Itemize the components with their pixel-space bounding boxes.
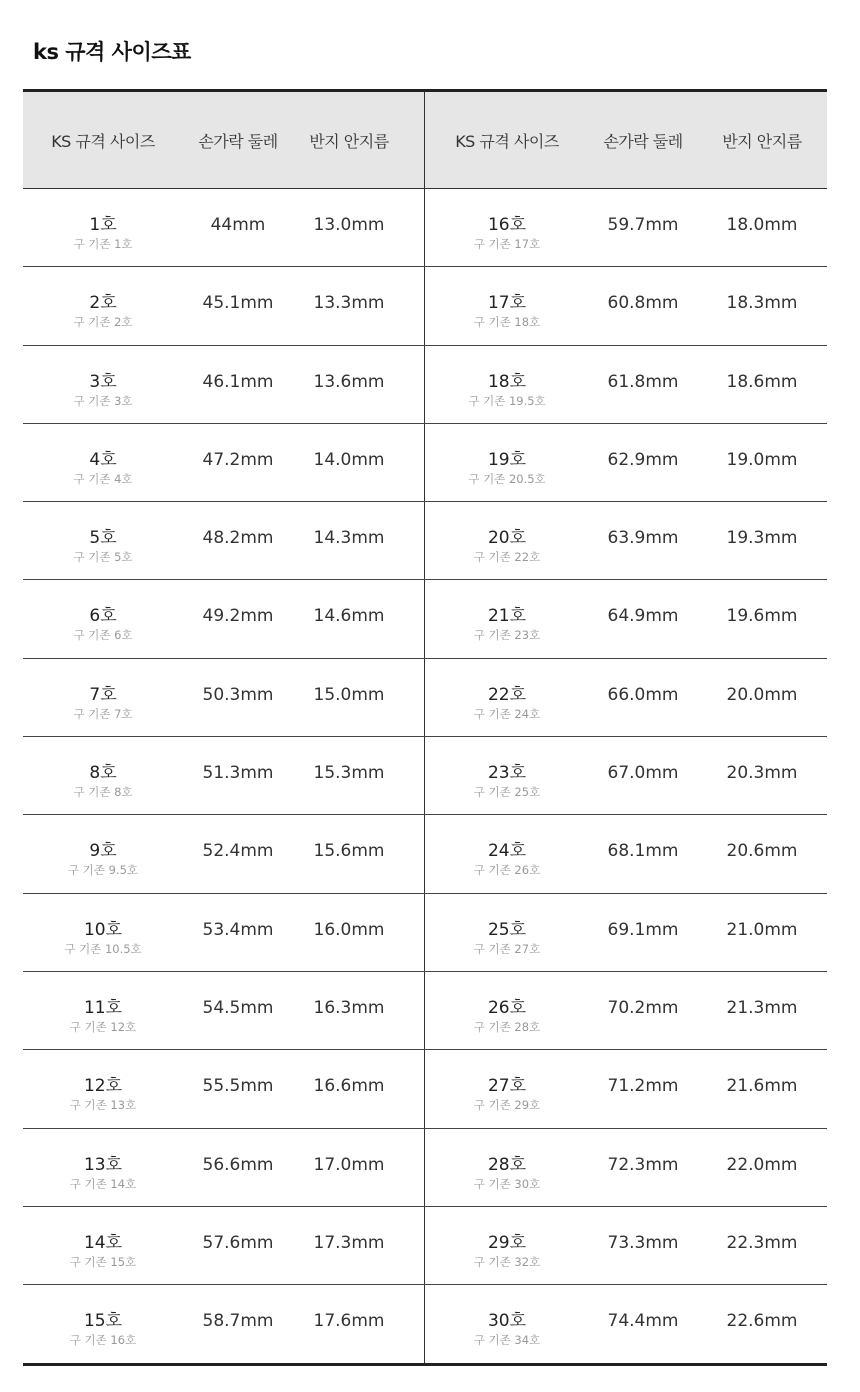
old-size-value: 구 기존 5호 [73, 550, 133, 565]
diameter-cell [293, 894, 405, 971]
diameter-cell [293, 424, 405, 501]
old-size-value: 구 기존 29호 [473, 1098, 541, 1113]
header-ks-size: KS 규격 사이즈 [51, 131, 155, 151]
ks-size-value: 20호 [487, 528, 527, 549]
table-row [23, 1285, 827, 1363]
right-row-group [425, 580, 827, 657]
circumference-cell [183, 346, 293, 423]
old-size-value: 구 기존 27호 [473, 941, 541, 956]
circumference-value: 44mm [210, 215, 266, 235]
size-cell [425, 346, 589, 423]
old-size-value: 구 기존 9.5호 [67, 863, 139, 878]
circumference-cell [183, 659, 293, 736]
table-row [23, 1129, 827, 1207]
right-row-group [425, 1129, 827, 1206]
ks-size-value: 11호 [83, 997, 123, 1018]
table-row [23, 424, 827, 502]
circumference-value: 71.2mm [607, 1076, 679, 1097]
circumference-cell [183, 189, 293, 266]
left-row-group [23, 659, 425, 736]
circumference-value: 47.2mm [202, 449, 274, 470]
table-row [23, 972, 827, 1050]
diameter-value: 22.6mm [726, 1311, 798, 1332]
old-size-value: 구 기존 1호 [73, 237, 133, 251]
ks-size-value: 1호 [89, 215, 117, 235]
table-bottom-rule [23, 1363, 827, 1366]
old-size-value: 구 기존 6호 [73, 628, 133, 643]
diameter-cell [697, 189, 827, 266]
ks-size-value: 14호 [83, 1232, 123, 1253]
right-row-group [425, 502, 827, 579]
diameter-value: 17.6mm [313, 1311, 385, 1332]
circumference-cell [183, 972, 293, 1049]
circumference-cell [589, 580, 697, 657]
size-cell [23, 346, 183, 423]
old-size-value: 구 기존 19.5호 [468, 393, 546, 408]
old-size-value: 구 기존 4호 [73, 471, 133, 486]
circumference-value: 61.8mm [607, 371, 679, 392]
diameter-value: 15.3mm [313, 763, 385, 784]
diameter-value: 16.3mm [313, 997, 385, 1018]
left-row-group [23, 1285, 425, 1363]
circumference-cell [589, 1050, 697, 1127]
size-cell [23, 424, 183, 501]
left-row-group [23, 1207, 425, 1284]
old-size-value: 구 기존 2호 [73, 315, 133, 330]
diameter-cell [697, 659, 827, 736]
right-row-group [425, 737, 827, 814]
old-size-value: 구 기존 10.5호 [64, 941, 142, 956]
ks-size-value: 4호 [89, 449, 117, 470]
table-row [23, 502, 827, 580]
table-body [23, 189, 827, 1363]
size-cell [23, 1285, 183, 1363]
left-row-group [23, 502, 425, 579]
circumference-value: 69.1mm [607, 919, 679, 940]
diameter-cell [293, 1050, 405, 1127]
circumference-cell [183, 267, 293, 344]
right-row-group [425, 267, 827, 344]
diameter-cell [293, 267, 405, 344]
diameter-cell [697, 1129, 827, 1206]
circumference-cell [589, 267, 697, 344]
old-size-value: 구 기존 26호 [473, 863, 541, 878]
left-row-group [23, 1129, 425, 1206]
diameter-cell [293, 580, 405, 657]
diameter-value: 20.0mm [726, 684, 798, 705]
size-cell [425, 1207, 589, 1284]
diameter-cell [697, 502, 827, 579]
size-cell [425, 972, 589, 1049]
circumference-value: 50.3mm [202, 684, 274, 705]
table-row [23, 346, 827, 424]
old-size-value: 구 기존 17호 [473, 237, 541, 251]
old-size-value: 구 기존 25호 [473, 785, 541, 800]
ks-size-value: 12호 [83, 1076, 123, 1097]
diameter-cell [697, 346, 827, 423]
diameter-cell [697, 1050, 827, 1127]
circumference-value: 66.0mm [607, 684, 679, 705]
ks-size-value: 15호 [83, 1311, 123, 1332]
diameter-value: 17.0mm [313, 1154, 385, 1175]
circumference-cell [589, 1207, 697, 1284]
circumference-value: 56.6mm [202, 1154, 274, 1175]
header-finger-circumference: 손가락 둘레 [603, 131, 683, 151]
circumference-value: 62.9mm [607, 449, 679, 470]
table-row [23, 580, 827, 658]
left-row-group [23, 189, 425, 266]
circumference-cell [589, 1129, 697, 1206]
diameter-cell [293, 189, 405, 266]
old-size-value: 구 기존 13호 [69, 1098, 137, 1113]
left-row-group [23, 894, 425, 971]
circumference-cell [589, 894, 697, 971]
table-row [23, 659, 827, 737]
old-size-value: 구 기존 15호 [69, 1254, 137, 1269]
diameter-value: 18.0mm [726, 215, 798, 235]
old-size-value: 구 기존 3호 [73, 393, 133, 408]
circumference-cell [183, 424, 293, 501]
ks-size-value: 28호 [487, 1154, 527, 1175]
circumference-value: 64.9mm [607, 606, 679, 627]
size-cell [425, 894, 589, 971]
size-cell [425, 424, 589, 501]
diameter-cell [697, 1285, 827, 1363]
circumference-cell [183, 815, 293, 892]
circumference-value: 53.4mm [202, 919, 274, 940]
header-ring-inner-diameter: 반지 안지름 [309, 131, 389, 151]
table-header [23, 92, 827, 189]
diameter-value: 16.0mm [313, 919, 385, 940]
diameter-cell [697, 1207, 827, 1284]
header-left-group [23, 92, 425, 188]
circumference-cell [183, 894, 293, 971]
left-row-group [23, 972, 425, 1049]
circumference-cell [589, 346, 697, 423]
diameter-value: 14.3mm [313, 528, 385, 549]
circumference-value: 49.2mm [202, 606, 274, 627]
right-row-group [425, 189, 827, 266]
size-cell [23, 972, 183, 1049]
header-ks-size: KS 규격 사이즈 [455, 131, 559, 151]
diameter-value: 14.0mm [313, 449, 385, 470]
circumference-value: 73.3mm [607, 1232, 679, 1253]
circumference-value: 45.1mm [202, 293, 274, 314]
circumference-value: 54.5mm [202, 997, 274, 1018]
right-row-group [425, 659, 827, 736]
right-row-group [425, 1050, 827, 1127]
header-finger-circumference: 손가락 둘레 [198, 131, 278, 151]
circumference-value: 46.1mm [202, 371, 274, 392]
diameter-value: 13.0mm [313, 215, 385, 235]
diameter-cell [697, 972, 827, 1049]
diameter-cell [293, 346, 405, 423]
left-row-group [23, 424, 425, 501]
ks-size-value: 6호 [89, 606, 117, 627]
circumference-value: 48.2mm [202, 528, 274, 549]
circumference-cell [183, 580, 293, 657]
ks-size-value: 30호 [487, 1311, 527, 1332]
size-cell [425, 1050, 589, 1127]
circumference-value: 63.9mm [607, 528, 679, 549]
ks-size-value: 8호 [89, 763, 117, 784]
diameter-cell [697, 815, 827, 892]
ks-size-value: 25호 [487, 919, 527, 940]
circumference-cell [589, 189, 697, 266]
circumference-cell [183, 737, 293, 814]
diameter-value: 19.0mm [726, 449, 798, 470]
circumference-value: 59.7mm [607, 215, 679, 235]
diameter-value: 17.3mm [313, 1232, 385, 1253]
circumference-value: 55.5mm [202, 1076, 274, 1097]
diameter-cell [293, 659, 405, 736]
ks-size-value: 22호 [487, 684, 527, 705]
old-size-value: 구 기존 32호 [473, 1254, 541, 1269]
ks-size-value: 17호 [487, 293, 527, 314]
diameter-value: 19.3mm [726, 528, 798, 549]
size-cell [425, 189, 589, 266]
circumference-value: 58.7mm [202, 1311, 274, 1332]
size-cell [23, 502, 183, 579]
ks-size-value: 10호 [83, 919, 123, 940]
old-size-value: 구 기존 22호 [473, 550, 541, 565]
circumference-cell [589, 1285, 697, 1363]
diameter-value: 19.6mm [726, 606, 798, 627]
table-row [23, 1207, 827, 1285]
right-row-group [425, 424, 827, 501]
size-cell [23, 580, 183, 657]
size-cell [23, 1050, 183, 1127]
left-row-group [23, 346, 425, 423]
size-cell [425, 580, 589, 657]
circumference-cell [183, 1207, 293, 1284]
circumference-value: 67.0mm [607, 763, 679, 784]
old-size-value: 구 기존 12호 [69, 1019, 137, 1034]
diameter-cell [697, 894, 827, 971]
old-size-value: 구 기존 16호 [69, 1333, 137, 1348]
old-size-value: 구 기존 23호 [473, 628, 541, 643]
ks-size-value: 23호 [487, 763, 527, 784]
ks-size-value: 29호 [487, 1232, 527, 1253]
diameter-cell [293, 502, 405, 579]
ks-size-value: 13호 [83, 1154, 123, 1175]
circumference-cell [183, 1285, 293, 1363]
ks-size-value: 3호 [89, 371, 117, 392]
old-size-value: 구 기존 34호 [473, 1333, 541, 1348]
old-size-value: 구 기존 7호 [73, 706, 133, 721]
diameter-value: 21.6mm [726, 1076, 798, 1097]
diameter-value: 21.3mm [726, 997, 798, 1018]
right-row-group [425, 972, 827, 1049]
old-size-value: 구 기존 18호 [473, 315, 541, 330]
ks-size-value: 27호 [487, 1076, 527, 1097]
size-cell [425, 267, 589, 344]
right-row-group [425, 894, 827, 971]
ks-size-value: 5호 [89, 528, 117, 549]
diameter-value: 14.6mm [313, 606, 385, 627]
diameter-cell [697, 737, 827, 814]
circumference-cell [589, 737, 697, 814]
table-row [23, 267, 827, 345]
size-cell [23, 189, 183, 266]
diameter-cell [293, 1285, 405, 1363]
old-size-value: 구 기존 14호 [69, 1176, 137, 1191]
ks-size-value: 21호 [487, 606, 527, 627]
circumference-cell [183, 1050, 293, 1127]
old-size-value: 구 기존 8호 [73, 785, 133, 800]
diameter-cell [293, 972, 405, 1049]
ks-size-value: 19호 [487, 449, 527, 470]
diameter-value: 15.6mm [313, 841, 385, 862]
diameter-cell [293, 1129, 405, 1206]
old-size-value: 구 기존 30호 [473, 1176, 541, 1191]
table-row [23, 1050, 827, 1128]
diameter-value: 21.0mm [726, 919, 798, 940]
circumference-cell [589, 659, 697, 736]
size-cell [425, 815, 589, 892]
ks-size-value: 26호 [487, 997, 527, 1018]
size-cell [23, 737, 183, 814]
right-row-group [425, 1285, 827, 1363]
size-cell [23, 1129, 183, 1206]
circumference-cell [589, 815, 697, 892]
diameter-value: 20.6mm [726, 841, 798, 862]
ks-size-value: 2호 [89, 293, 117, 314]
table-row [23, 894, 827, 972]
circumference-cell [589, 502, 697, 579]
diameter-value: 15.0mm [313, 684, 385, 705]
page-title: ks 규격 사이즈표 [33, 40, 191, 64]
size-cell [23, 815, 183, 892]
ks-size-value: 9호 [89, 841, 117, 862]
left-row-group [23, 737, 425, 814]
diameter-cell [293, 737, 405, 814]
right-row-group [425, 1207, 827, 1284]
diameter-value: 20.3mm [726, 763, 798, 784]
size-cell [23, 267, 183, 344]
diameter-cell [697, 424, 827, 501]
left-row-group [23, 1050, 425, 1127]
circumference-value: 60.8mm [607, 293, 679, 314]
ks-size-value: 24호 [487, 841, 527, 862]
size-cell [23, 894, 183, 971]
circumference-value: 74.4mm [607, 1311, 679, 1332]
ks-size-value: 7호 [89, 684, 117, 705]
header-right-group [425, 92, 827, 188]
circumference-cell [183, 502, 293, 579]
old-size-value: 구 기존 20.5호 [468, 471, 546, 486]
circumference-value: 70.2mm [607, 997, 679, 1018]
diameter-value: 13.6mm [313, 371, 385, 392]
ks-size-value: 16호 [487, 215, 527, 235]
diameter-value: 22.3mm [726, 1232, 798, 1253]
left-row-group [23, 580, 425, 657]
left-row-group [23, 815, 425, 892]
circumference-value: 68.1mm [607, 841, 679, 862]
diameter-cell [697, 580, 827, 657]
ks-size-value: 18호 [487, 371, 527, 392]
circumference-value: 52.4mm [202, 841, 274, 862]
diameter-cell [293, 1207, 405, 1284]
old-size-value: 구 기존 24호 [473, 706, 541, 721]
table-row [23, 189, 827, 267]
size-cell [425, 1129, 589, 1206]
circumference-value: 72.3mm [607, 1154, 679, 1175]
left-row-group [23, 267, 425, 344]
diameter-value: 18.6mm [726, 371, 798, 392]
circumference-cell [183, 1129, 293, 1206]
table-row [23, 815, 827, 893]
size-cell [425, 502, 589, 579]
size-cell [23, 1207, 183, 1284]
diameter-value: 18.3mm [726, 293, 798, 314]
diameter-cell [697, 267, 827, 344]
circumference-value: 57.6mm [202, 1232, 274, 1253]
right-row-group [425, 815, 827, 892]
circumference-cell [589, 972, 697, 1049]
ring-size-table [23, 89, 827, 1366]
diameter-value: 16.6mm [313, 1076, 385, 1097]
right-row-group [425, 346, 827, 423]
diameter-value: 22.0mm [726, 1154, 798, 1175]
size-cell [23, 659, 183, 736]
old-size-value: 구 기존 28호 [473, 1019, 541, 1034]
header-ring-inner-diameter: 반지 안지름 [722, 131, 802, 151]
size-cell [425, 737, 589, 814]
size-cell [425, 659, 589, 736]
circumference-cell [589, 424, 697, 501]
circumference-value: 51.3mm [202, 763, 274, 784]
diameter-cell [293, 815, 405, 892]
diameter-value: 13.3mm [313, 293, 385, 314]
table-row [23, 737, 827, 815]
size-cell [425, 1285, 589, 1363]
